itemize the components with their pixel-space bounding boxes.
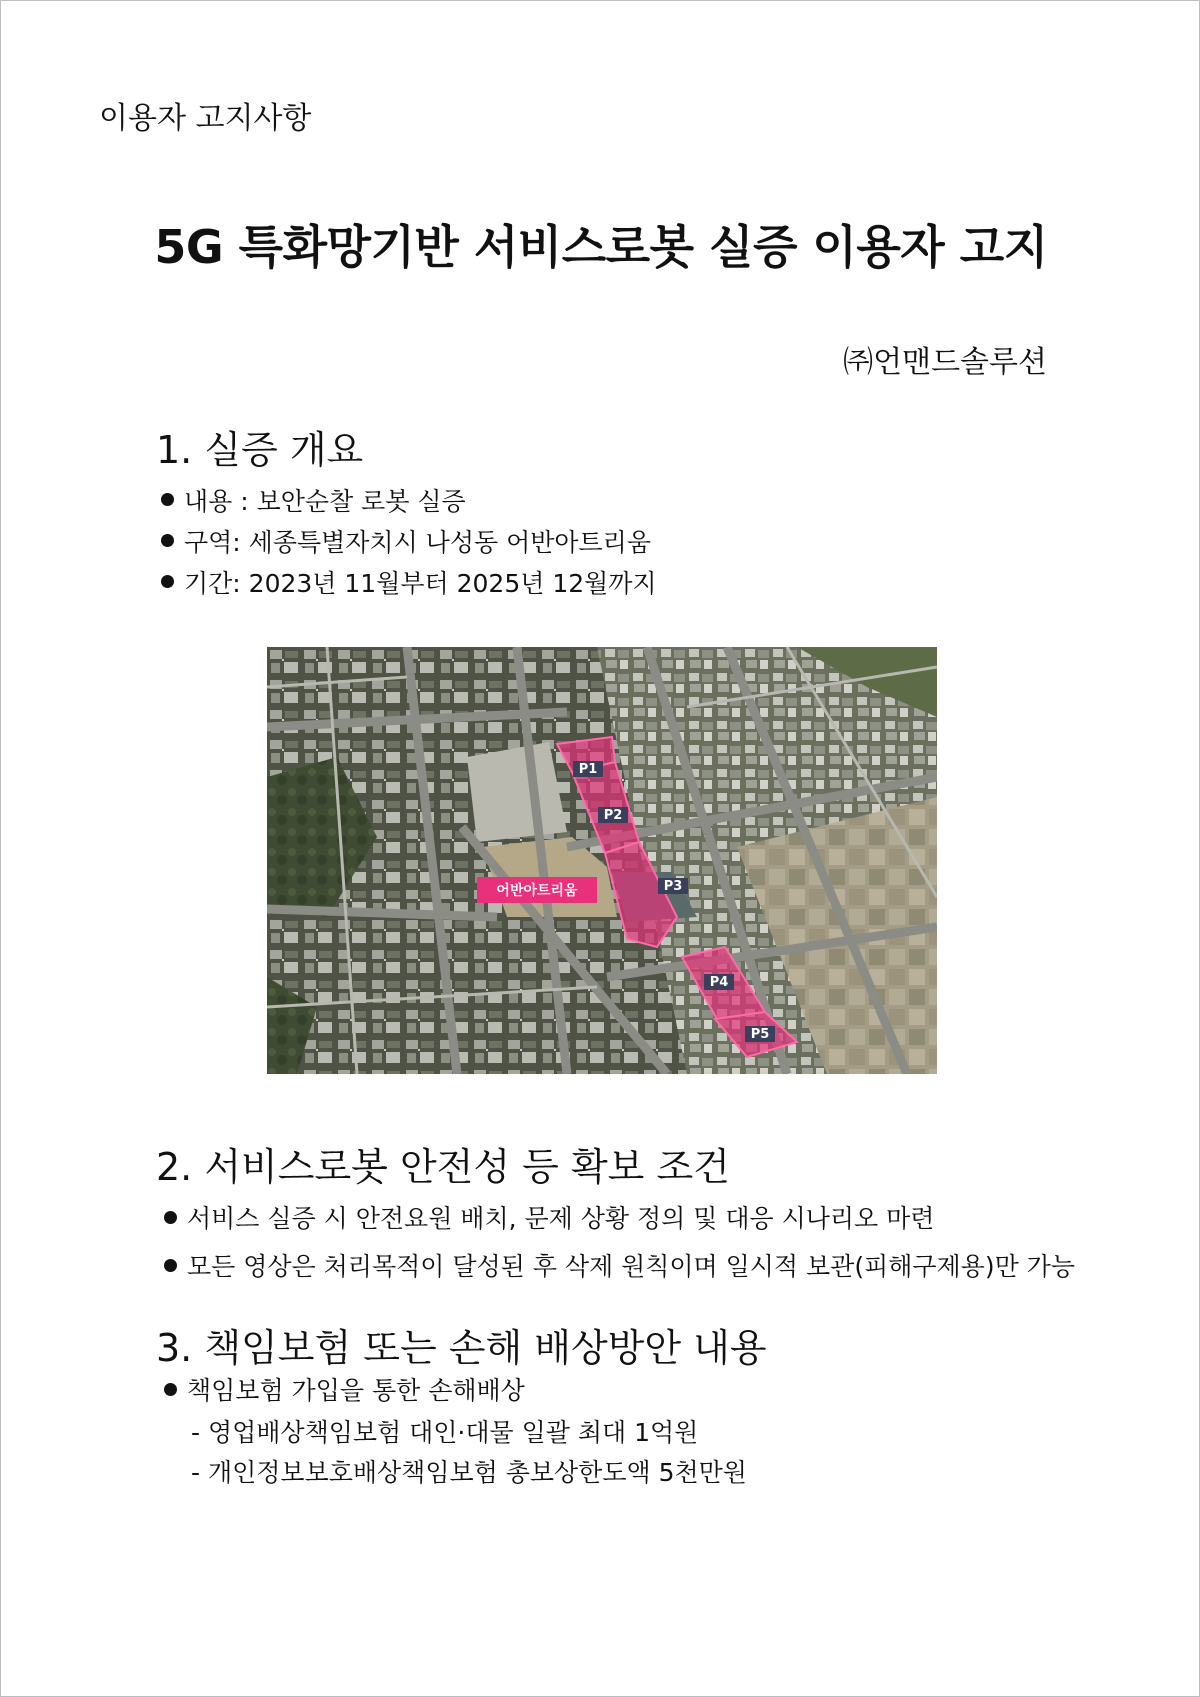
zone-label-p2: P2	[603, 808, 623, 823]
section2-list	[164, 1193, 1075, 1289]
list-item: 내용 : 보안순찰 로봇 실증	[161, 479, 657, 520]
list-item: 서비스 실증 시 안전요원 배치, 문제 상황 정의 및 대응 시나리오 마련	[164, 1193, 1075, 1241]
zone-label-p5: P5	[750, 1027, 770, 1042]
list-item: 구역: 세종특별자치시 나성동 어반아트리움	[161, 520, 657, 561]
section3-heading: 3. 책임보험 또는 손해 배상방안 내용	[156, 1326, 767, 1370]
bullet-icon	[164, 1211, 177, 1224]
company-name: ㈜언맨드솔루션	[843, 345, 1047, 380]
bullet-icon	[164, 1383, 177, 1396]
section3-list	[164, 1369, 525, 1409]
map-place-label: 어반아트리움	[496, 883, 578, 899]
list-item: 기간: 2023년 11월부터 2025년 12월까지	[161, 561, 657, 602]
site-map-image	[267, 647, 937, 1074]
bullet-icon	[161, 575, 174, 588]
notice-header-label: 이용자 고지사항	[99, 101, 312, 136]
insurance-sub-item: - 개인정보보호배상책임보험 총보상한도액 5천만원	[191, 1458, 747, 1487]
bullet-icon	[164, 1259, 177, 1272]
list-item: 책임보험 가입을 통한 손해배상	[164, 1369, 525, 1409]
bullet-icon	[161, 493, 174, 506]
section2-heading: 2. 서비스로봇 안전성 등 확보 조건	[156, 1145, 730, 1189]
insurance-sub-item: - 영업배상책임보험 대인·대물 일괄 최대 1억원	[191, 1418, 699, 1447]
zone-label-p3: P3	[663, 879, 683, 894]
zone-label-p1: P1	[578, 762, 598, 777]
bullet-icon	[161, 534, 174, 547]
list-item: 모든 영상은 처리목적이 달성된 후 삭제 원칙이며 일시적 보관(피해구제용)만 가능	[164, 1241, 1075, 1289]
section1-heading: 1. 실증 개요	[156, 428, 364, 472]
zone-label-p4: P4	[709, 975, 729, 990]
document-title: 5G 특화망기반 서비스로봇 실증 이용자 고지	[154, 220, 1048, 274]
section1-list	[161, 479, 657, 602]
